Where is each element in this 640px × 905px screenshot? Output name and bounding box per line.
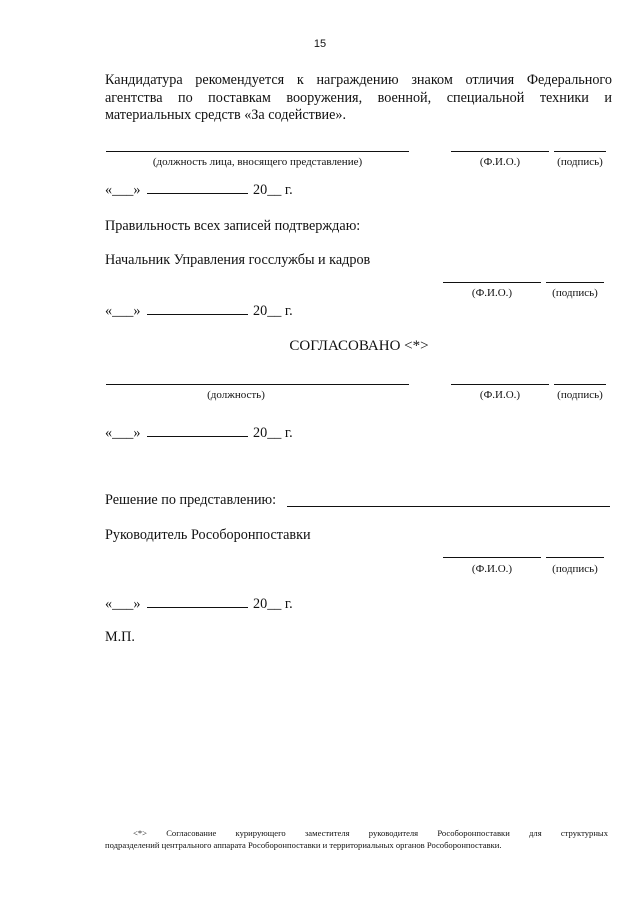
leader-title: Руководитель Рособоронпоставки (105, 527, 311, 543)
date-1-year: 20__ г. (253, 182, 293, 198)
date-2-day: «___» (105, 303, 141, 319)
hr-fio-line (443, 282, 541, 283)
leader-signature-line (546, 557, 604, 558)
agreed-position-line (106, 384, 409, 385)
leader-fio-line (443, 557, 541, 558)
decision-label: Решение по представлению: (105, 492, 277, 508)
date-1-day: «___» (105, 182, 141, 198)
page-number: 15 (313, 38, 327, 50)
agreed-title: СОГЛАСОВАНО <*> (289, 338, 429, 354)
date-3-month-line (147, 436, 248, 437)
hr-head-title: Начальник Управления госслужбы и кадров (105, 252, 371, 268)
footnote-line-2: подразделений центрального аппарата Рособоронпоставки и территориальных органов Рособоронпоставки. (105, 840, 502, 850)
leader-signature-label: (подпись) (552, 563, 598, 575)
date-4-month-line (147, 607, 248, 608)
date-2-year: 20__ г. (253, 303, 293, 319)
submitter-signature-line (554, 151, 606, 152)
hr-signature-line (546, 282, 604, 283)
agreed-signature-line (554, 384, 606, 385)
confirm-text: Правильность всех записей подтверждаю: (105, 218, 361, 234)
agreed-fio-line (451, 384, 549, 385)
submitter-position-line (106, 151, 409, 152)
hr-signature-label: (подпись) (552, 287, 598, 299)
date-3-year: 20__ г. (253, 425, 293, 441)
date-2-month-line (147, 314, 248, 315)
date-1-month-line (147, 193, 248, 194)
submitter-signature-label: (подпись) (557, 156, 603, 168)
hr-fio-label: (Ф.И.О.) (471, 287, 513, 299)
intro-line-3: материальных средств «За содействие». (105, 107, 347, 123)
leader-fio-label: (Ф.И.О.) (471, 563, 513, 575)
intro-line-2: агентства по поставкам вооружения, военной, специальной техники и (105, 90, 612, 106)
date-4-day: «___» (105, 596, 141, 612)
footnote-line-1: <*> Согласование курирующего заместителя руководителя Рособоронпоставки для структурных (133, 828, 608, 838)
submitter-fio-line (451, 151, 549, 152)
agreed-signature-label: (подпись) (557, 389, 603, 401)
intro-line-1: Кандидатура рекомендуется к награждению знаком отличия Федерального (105, 72, 612, 88)
submitter-position-label: (должность лица, вносящего представление) (152, 156, 363, 168)
submitter-fio-label: (Ф.И.О.) (479, 156, 521, 168)
decision-line (287, 506, 610, 507)
stamp-place: М.П. (105, 629, 135, 645)
date-4-year: 20__ г. (253, 596, 293, 612)
agreed-fio-label: (Ф.И.О.) (479, 389, 521, 401)
date-3-day: «___» (105, 425, 141, 441)
agreed-position-label: (должность) (207, 389, 265, 401)
